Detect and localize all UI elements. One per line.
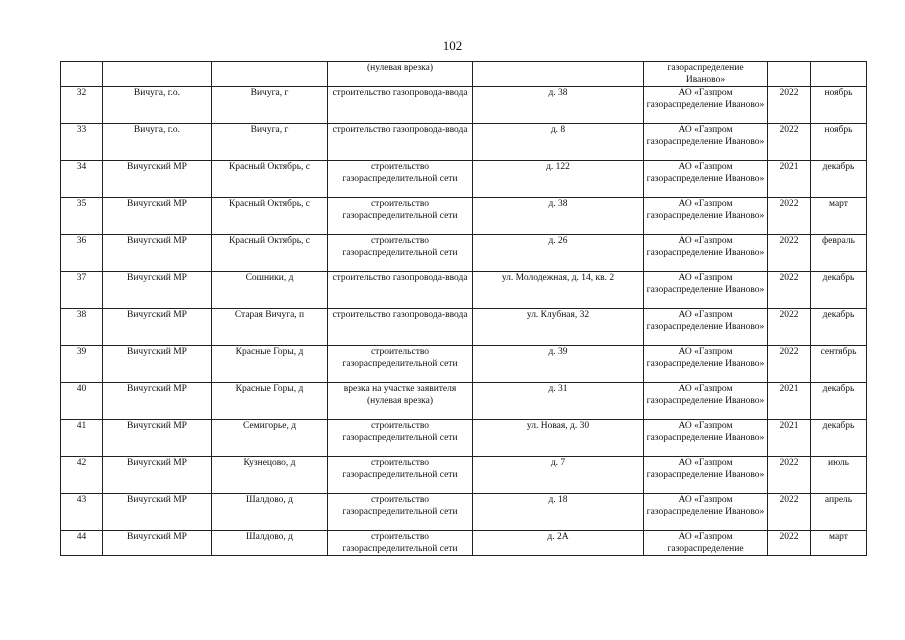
cell-place: Вичуга, г xyxy=(212,87,328,124)
cell-month: декабрь xyxy=(811,161,867,198)
cell-address xyxy=(473,62,644,87)
page-number: 102 xyxy=(442,38,463,53)
cell-num: 37 xyxy=(61,272,103,309)
cell-year: 2022 xyxy=(768,124,811,161)
cell-place: Старая Вичуга, п xyxy=(212,309,328,346)
cell-org: АО «Газпром газораспределение Иваново» xyxy=(644,87,768,124)
cell-district: Вичугский МР xyxy=(103,457,212,494)
cell-month xyxy=(811,62,867,87)
cell-district: Вичугский МР xyxy=(103,198,212,235)
cell-work: строительство газораспределительной сети xyxy=(328,161,473,198)
cell-district: Вичугский МР xyxy=(103,272,212,309)
cell-district: Вичуга, г.о. xyxy=(103,124,212,161)
table-row xyxy=(61,383,867,420)
cell-work: строительство газораспределительной сети xyxy=(328,494,473,531)
cell-district: Вичугский МР xyxy=(103,346,212,383)
cell-place: Красные Горы, д xyxy=(212,383,328,420)
cell-month: февраль xyxy=(811,235,867,272)
table-row xyxy=(61,161,867,198)
cell-num: 42 xyxy=(61,457,103,494)
cell-year: 2021 xyxy=(768,420,811,457)
cell-address: д. 8 xyxy=(473,124,644,161)
cell-district: Вичугский МР xyxy=(103,235,212,272)
cell-work: строительство газораспределительной сети xyxy=(328,420,473,457)
cell-year: 2022 xyxy=(768,198,811,235)
cell-year: 2022 xyxy=(768,531,811,556)
table-row xyxy=(61,87,867,124)
cell-work: (нулевая врезка) xyxy=(328,62,473,87)
cell-address: д. 18 xyxy=(473,494,644,531)
cell-year xyxy=(768,62,811,87)
cell-month: декабрь xyxy=(811,272,867,309)
cell-address: ул. Молодежная, д. 14, кв. 2 xyxy=(473,272,644,309)
cell-org: АО «Газпром газораспределение Иваново» xyxy=(644,346,768,383)
cell-work: строительство газопровода-ввода xyxy=(328,87,473,124)
gasification-table xyxy=(60,61,867,556)
cell-month: ноябрь xyxy=(811,124,867,161)
cell-place: Красный Октябрь, с xyxy=(212,198,328,235)
cell-place: Кузнецово, д xyxy=(212,457,328,494)
cell-year: 2022 xyxy=(768,272,811,309)
cell-year: 2021 xyxy=(768,161,811,198)
cell-work: строительство газопровода-ввода xyxy=(328,309,473,346)
table-row xyxy=(61,124,867,161)
cell-year: 2022 xyxy=(768,346,811,383)
cell-address: д. 31 xyxy=(473,383,644,420)
cell-place: Сошники, д xyxy=(212,272,328,309)
table-row xyxy=(61,457,867,494)
cell-district: Вичугский МР xyxy=(103,494,212,531)
cell-num: 36 xyxy=(61,235,103,272)
cell-work: строительство газораспределительной сети xyxy=(328,457,473,494)
cell-year: 2022 xyxy=(768,87,811,124)
table-row xyxy=(61,420,867,457)
cell-district: Вичугский МР xyxy=(103,420,212,457)
cell-work: строительство газораспределительной сети xyxy=(328,531,473,556)
cell-year: 2022 xyxy=(768,457,811,494)
cell-year: 2022 xyxy=(768,235,811,272)
cell-month: декабрь xyxy=(811,383,867,420)
cell-district: Вичуга, г.о. xyxy=(103,87,212,124)
cell-num: 40 xyxy=(61,383,103,420)
cell-org: АО «Газпром газораспределение Иваново» xyxy=(644,457,768,494)
cell-month: июль xyxy=(811,457,867,494)
table-row xyxy=(61,309,867,346)
cell-district: Вичугский МР xyxy=(103,383,212,420)
cell-address: д. 38 xyxy=(473,198,644,235)
cell-month: март xyxy=(811,198,867,235)
cell-place: Шалдово, д xyxy=(212,531,328,556)
cell-year: 2021 xyxy=(768,383,811,420)
cell-org: АО «Газпром газораспределение Иваново» xyxy=(644,161,768,198)
cell-work: строительство газораспределительной сети xyxy=(328,198,473,235)
cell-num: 32 xyxy=(61,87,103,124)
cell-num: 44 xyxy=(61,531,103,556)
cell-org: АО «Газпром газораспределение Иваново» xyxy=(644,383,768,420)
cell-address: ул. Новая, д. 30 xyxy=(473,420,644,457)
cell-month: апрель xyxy=(811,494,867,531)
cell-address: д. 2А xyxy=(473,531,644,556)
cell-place: Семигорье, д xyxy=(212,420,328,457)
cell-district: Вичугский МР xyxy=(103,309,212,346)
cell-num: 41 xyxy=(61,420,103,457)
cell-address: д. 122 xyxy=(473,161,644,198)
cell-month: декабрь xyxy=(811,309,867,346)
cell-num: 34 xyxy=(61,161,103,198)
cell-org: АО «Газпром газораспределение Иваново» xyxy=(644,235,768,272)
cell-year: 2022 xyxy=(768,309,811,346)
cell-month: декабрь xyxy=(811,420,867,457)
cell-num: 43 xyxy=(61,494,103,531)
cell-work: строительство газопровода-ввода xyxy=(328,272,473,309)
cell-place: Красные Горы, д xyxy=(212,346,328,383)
table-row xyxy=(61,494,867,531)
cell-org: газораспределение Иваново» xyxy=(644,62,768,87)
continued-row xyxy=(61,62,867,87)
table-row xyxy=(61,235,867,272)
cell-work: врезка на участке заявителя (нулевая врезка) xyxy=(328,383,473,420)
cell-num: 39 xyxy=(61,346,103,383)
cell-work: строительство газораспределительной сети xyxy=(328,235,473,272)
cell-org: АО «Газпром газораспределение xyxy=(644,531,768,556)
table-row xyxy=(61,531,867,556)
cell-place: Вичуга, г xyxy=(212,124,328,161)
cell-place: Красный Октябрь, с xyxy=(212,161,328,198)
cell-place: Шалдово, д xyxy=(212,494,328,531)
cell-org: АО «Газпром газораспределение Иваново» xyxy=(644,124,768,161)
table-body xyxy=(61,62,867,556)
cell-address: д. 26 xyxy=(473,235,644,272)
cell-num: 33 xyxy=(61,124,103,161)
cell-num: 38 xyxy=(61,309,103,346)
table-row xyxy=(61,198,867,235)
cell-address: д. 7 xyxy=(473,457,644,494)
cell-org: АО «Газпром газораспределение Иваново» xyxy=(644,420,768,457)
table-row xyxy=(61,272,867,309)
table-row xyxy=(61,346,867,383)
cell-place xyxy=(212,62,328,87)
cell-year: 2022 xyxy=(768,494,811,531)
cell-org: АО «Газпром газораспределение Иваново» xyxy=(644,272,768,309)
cell-work: строительство газопровода-ввода xyxy=(328,124,473,161)
cell-month: март xyxy=(811,531,867,556)
cell-district: Вичугский МР xyxy=(103,161,212,198)
cell-district xyxy=(103,62,212,87)
cell-address: ул. Клубная, 32 xyxy=(473,309,644,346)
cell-org: АО «Газпром газораспределение Иваново» xyxy=(644,198,768,235)
cell-num: 35 xyxy=(61,198,103,235)
cell-district: Вичугский МР xyxy=(103,531,212,556)
cell-num xyxy=(61,62,103,87)
cell-org: АО «Газпром газораспределение Иваново» xyxy=(644,309,768,346)
cell-month: сентябрь xyxy=(811,346,867,383)
cell-work: строительство газораспределительной сети xyxy=(328,346,473,383)
cell-month: ноябрь xyxy=(811,87,867,124)
cell-address: д. 39 xyxy=(473,346,644,383)
cell-place: Красный Октябрь, с xyxy=(212,235,328,272)
cell-address: д. 38 xyxy=(473,87,644,124)
cell-org: АО «Газпром газораспределение Иваново» xyxy=(644,494,768,531)
